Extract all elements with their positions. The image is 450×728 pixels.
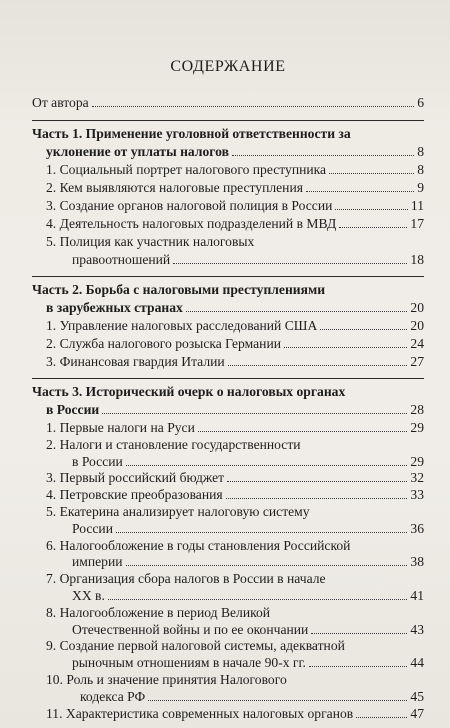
dot-leader — [284, 347, 407, 348]
entry-page: 17 — [410, 216, 424, 231]
dot-leader — [227, 481, 407, 482]
toc-part1-line2[interactable] — [32, 142, 424, 161]
entry-page: 6 — [417, 95, 424, 110]
entry-page: 20 — [410, 300, 424, 315]
dot-leader — [226, 498, 408, 499]
entry-text: в России — [72, 453, 123, 469]
entry-text: 1. Социальный портрет налогового преступника — [46, 162, 327, 177]
entry-text: России — [72, 520, 113, 536]
section-divider — [32, 120, 424, 121]
dot-leader — [335, 209, 408, 210]
entry-page: 45 — [410, 688, 424, 704]
section-divider — [32, 378, 424, 379]
toc-part3-item-10-line1[interactable]: 10. Роль и значение принятия Налогового — [46, 672, 287, 687]
entry-page: 32 — [410, 470, 424, 486]
dot-leader — [148, 700, 407, 701]
toc-part2-item-1[interactable] — [32, 316, 424, 335]
entry-page: 20 — [410, 318, 424, 333]
entry-page: 43 — [410, 621, 424, 637]
entry-text: в зарубежных странах — [46, 300, 183, 315]
entry-text: 2. Кем выявляются налоговые преступления — [46, 180, 303, 195]
dot-leader — [198, 431, 408, 432]
entry-page: 8 — [417, 144, 424, 159]
toc-part3-line2[interactable] — [32, 400, 424, 419]
toc-part2-item-3[interactable] — [32, 352, 424, 371]
entry-text: 4. Деятельность налоговых подразделений в МВД — [46, 216, 337, 231]
entry-page: 29 — [410, 453, 424, 469]
toc-part1-item-5-line1[interactable]: 5. Полиция как участник налоговых — [46, 234, 255, 249]
entry-text: XX в. — [72, 588, 105, 603]
entry-text: 1. Первые налоги на Руси — [46, 420, 195, 435]
dot-leader — [311, 633, 407, 634]
toc-part2-item-2[interactable] — [32, 334, 424, 353]
dot-leader — [126, 465, 408, 466]
entry-page: 8 — [417, 162, 424, 177]
entry-text: уклонение от уплаты налогов — [46, 144, 229, 159]
entry-page: 41 — [410, 588, 424, 603]
entry-page: 18 — [410, 252, 424, 267]
entry-text: рыночным отношениям в начале 90-х гг. — [72, 655, 306, 671]
section-divider — [32, 276, 424, 277]
toc-part3-item-5-line1[interactable]: 5. Екатерина анализирует налоговую систему — [46, 504, 310, 519]
toc-part3-item-8-line1[interactable]: 8. Налогообложение в период Великой — [46, 604, 271, 620]
dot-leader — [232, 155, 414, 156]
entry-text: Отечественной войны и по ее окончании — [72, 621, 309, 637]
entry-page: 27 — [410, 354, 424, 369]
entry-text: 11. Характеристика современных налоговых органов — [46, 705, 354, 721]
toc-part1-item-4[interactable] — [32, 214, 424, 233]
entry-text: империи — [72, 554, 123, 570]
toc-part3-item-9-line1[interactable]: 9. Создание первой налоговой системы, адекватной — [46, 638, 345, 654]
toc-part3-line1[interactable]: Часть 3. Исторический очерк о налоговых органах — [32, 384, 346, 399]
dot-leader — [173, 263, 407, 264]
toc-part2-line1[interactable]: Часть 2. Борьба с налоговыми преступлениями — [32, 282, 326, 297]
dot-leader — [329, 173, 414, 174]
entry-page: 36 — [410, 520, 424, 536]
entry-page: 44 — [410, 655, 424, 671]
entry-page: 47 — [410, 705, 424, 721]
dot-leader — [356, 717, 407, 718]
entry-page: 9 — [417, 180, 424, 195]
entry-page: 11 — [410, 198, 424, 213]
entry-page: 24 — [410, 336, 424, 351]
toc-part1-item-1[interactable] — [32, 160, 424, 179]
toc-part3-item-2-line1[interactable]: 2. Налоги и становление государственности — [46, 436, 301, 452]
toc-part2-line2[interactable] — [32, 298, 424, 317]
entry-text: 3. Первый российский бюджет — [46, 470, 225, 486]
dot-leader — [116, 532, 407, 533]
dot-leader — [320, 329, 407, 330]
dot-leader — [126, 565, 408, 566]
dot-leader — [108, 599, 408, 600]
toc-title: СОДЕРЖАНИЕ — [170, 58, 286, 75]
toc-part1-line1[interactable]: Часть 1. Применение уголовной ответственности за — [32, 126, 351, 141]
entry-page: 28 — [410, 402, 424, 417]
entry-page: 38 — [410, 554, 424, 570]
entry-text: в России — [46, 402, 100, 417]
entry-text: кодекса РФ — [80, 688, 146, 704]
entry-page: 33 — [410, 487, 424, 503]
dot-leader — [306, 191, 414, 192]
entry-text: От автора — [32, 95, 89, 110]
dot-leader — [309, 666, 407, 667]
entry-text: 3. Финансовая гвардия Италии — [46, 354, 225, 369]
entry-text: 2. Служба налогового розыска Германии — [46, 336, 281, 351]
toc-part1-item-2[interactable] — [32, 178, 424, 197]
toc-part3-item-6-line1[interactable]: 6. Налогообложение в годы становления Российской — [46, 537, 351, 553]
dot-leader — [186, 311, 408, 312]
toc-part3-item-11[interactable] — [32, 704, 424, 723]
dot-leader — [228, 365, 408, 366]
entry-text: правоотношений — [72, 252, 171, 267]
dot-leader — [92, 106, 415, 107]
entry-page: 29 — [410, 420, 424, 435]
entry-text: 3. Создание органов налоговой полиция в России — [46, 198, 333, 213]
entry-text: 4. Петровские преобразования — [46, 487, 223, 503]
toc-part3-item-7-line1[interactable]: 7. Организация сбора налогов в России в начале — [46, 571, 326, 587]
dot-leader — [102, 413, 407, 414]
entry-text: 1. Управление налоговых расследований США — [46, 318, 318, 333]
toc-part1-item-5-line2[interactable] — [32, 250, 424, 269]
dot-leader — [339, 227, 407, 228]
toc-part1-item-3[interactable] — [32, 196, 424, 215]
toc-entry-author[interactable] — [32, 93, 424, 112]
